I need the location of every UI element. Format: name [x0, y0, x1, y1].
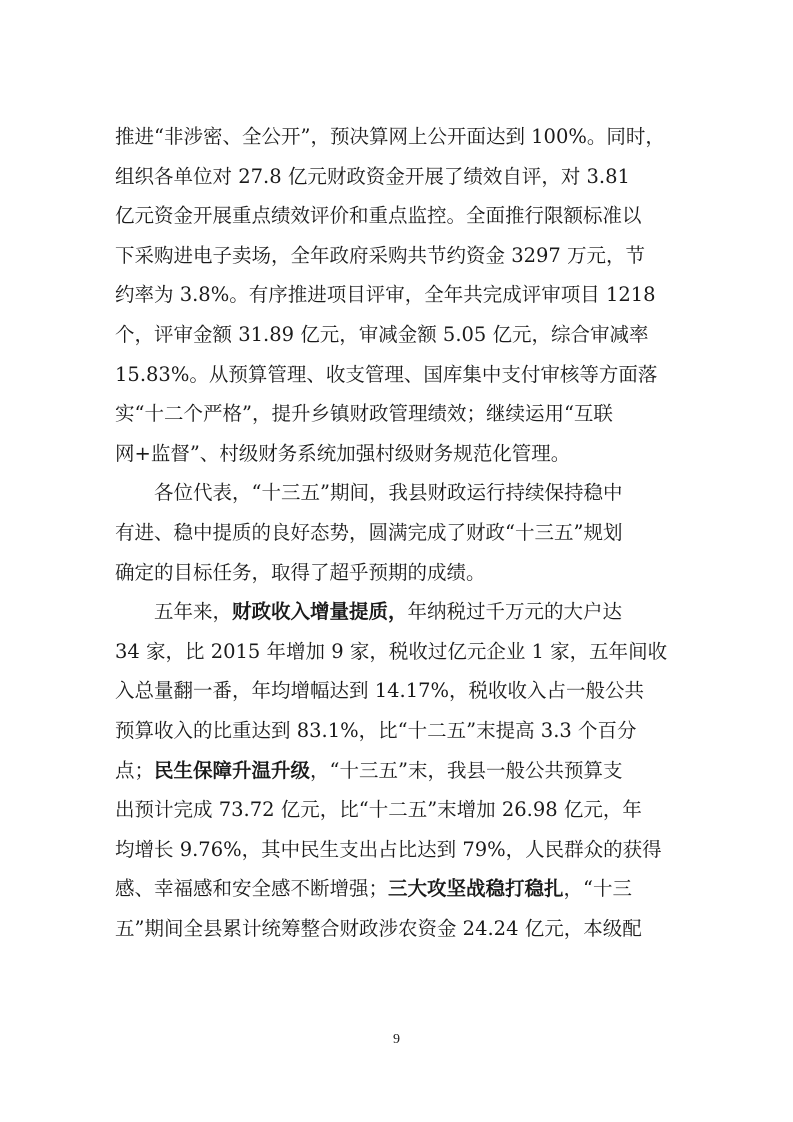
body-text	[115, 117, 685, 948]
emphasis-text: 民生保障升温升级	[154, 758, 311, 782]
text-run: ，“十三五”末，我县一般公共预算支	[310, 758, 623, 782]
text-run: 网+监督”、村级财务系统加强村级财务规范化管理。	[115, 441, 571, 465]
text-line	[115, 671, 685, 711]
text-line	[115, 751, 685, 791]
text-run: 各位代表，“十三五”期间，我县财政运行持续保持稳中	[154, 481, 623, 505]
text-line	[115, 315, 685, 355]
text-run: 推进“非涉密、全公开”，预决算网上公开面达到 100%。同时，	[115, 125, 665, 148]
text-line	[115, 553, 685, 593]
text-run: 15.83%。从预算管理、收支管理、国库集中支付审核等方面落	[115, 362, 658, 386]
text-line	[115, 394, 685, 434]
text-line	[115, 236, 685, 276]
text-run: ，“十三	[563, 877, 633, 901]
text-run: 感、幸福感和安全感不断增强；	[115, 877, 389, 901]
text-line	[115, 909, 685, 949]
text-run: 出预计完成 73.72 亿元，比“十二五”末增加 26.98 亿元，年	[115, 798, 642, 822]
text-run: 下采购进电子卖场，全年政府采购共节约资金 3297 万元，节	[115, 243, 646, 267]
text-line	[115, 434, 685, 474]
text-line	[115, 790, 685, 830]
text-run: 均增长 9.76%，其中民生支出占比达到 79%，人民群众的获得	[115, 837, 662, 861]
paragraph	[115, 592, 685, 948]
paragraph	[115, 117, 685, 473]
text-run: 五年来，	[154, 600, 233, 624]
text-line	[115, 830, 685, 870]
text-run: 有进、稳中提质的良好态势，圆满完成了财政“十三五”规划	[115, 520, 623, 544]
emphasis-text: 财政收入增量提质，	[232, 600, 408, 624]
text-line	[115, 513, 685, 553]
text-run: 个，评审金额 31.89 亿元，审减金额 5.05 亿元，综合审减率	[115, 322, 649, 346]
text-line	[115, 355, 685, 395]
text-run: 实“十二个严格”，提升乡镇财政管理绩效；继续运用“互联	[115, 402, 613, 426]
text-line	[115, 869, 685, 909]
text-line	[115, 157, 685, 197]
text-run: 34 家，比 2015 年增加 9 家，税收过亿元企业 1 家，五年间收	[115, 639, 668, 663]
text-run: 亿元资金开展重点绩效评价和重点监控。全面推行限额标准以	[115, 204, 642, 228]
text-line	[115, 117, 685, 157]
page-number: 9	[393, 1032, 400, 1047]
text-line	[115, 711, 685, 751]
text-run: 约率为 3.8%。有序推进项目评审，全年共完成评审项目 1218	[115, 283, 656, 307]
text-run: 预算收入的比重达到 83.1%，比“十二五”末提高 3.3 个百分	[115, 718, 637, 742]
text-run: 入总量翻一番，年均增幅达到 14.17%，税收收入占一般公共	[115, 679, 645, 703]
text-run: 年纳税过千万元的大户达	[407, 600, 623, 624]
emphasis-text: 三大攻坚战稳打稳扎	[388, 877, 564, 901]
text-run: 五”期间全县累计统筹整合财政涉农资金 24.24 亿元，本级配	[115, 916, 642, 940]
text-line	[115, 196, 685, 236]
text-line	[115, 473, 685, 513]
text-run: 确定的目标任务，取得了超乎预期的成绩。	[115, 560, 486, 584]
text-line	[115, 632, 685, 672]
text-run: 点；	[115, 758, 155, 782]
paragraph	[115, 473, 685, 592]
text-line	[115, 592, 685, 632]
text-run: 组织各单位对 27.8 亿元财政资金开展了绩效自评，对 3.81	[115, 164, 630, 188]
text-line	[115, 275, 685, 315]
